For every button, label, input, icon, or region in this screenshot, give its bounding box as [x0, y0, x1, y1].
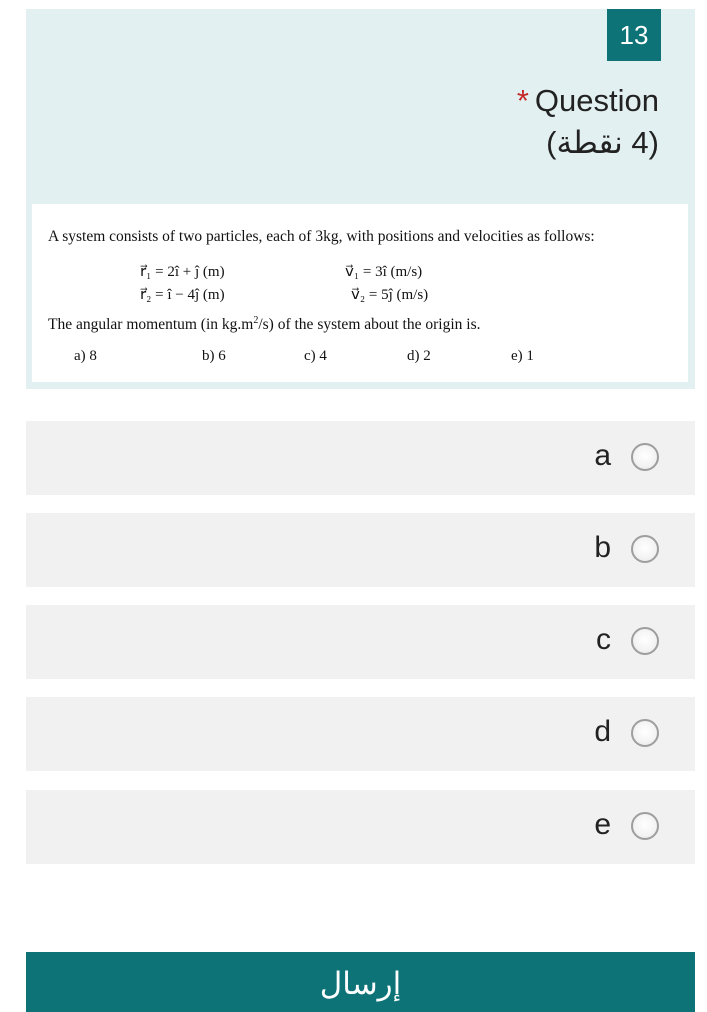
question-points: (4 نقطة) — [546, 125, 659, 160]
option-b[interactable] — [26, 513, 695, 587]
option-label: c — [596, 623, 611, 656]
radio-button[interactable] — [631, 627, 659, 655]
ask-text-start: The angular momentum (in kg.m — [48, 316, 254, 334]
required-mark: * — [516, 83, 529, 118]
option-c[interactable] — [26, 605, 695, 679]
velocity-v1: v⃗₁ = 3î (m/s) — [345, 264, 423, 280]
radio-button[interactable] — [631, 443, 659, 471]
option-label: d — [594, 715, 611, 748]
question-card — [26, 9, 695, 389]
ask-superscript: 2 — [253, 315, 259, 326]
question-image — [32, 204, 688, 382]
position-r2: r⃗₂ = î − 4ĵ (m) — [140, 287, 225, 303]
radio-button[interactable] — [631, 812, 659, 840]
ask-text-end: /s) of the system about the origin is. — [258, 316, 481, 334]
option-label: e — [594, 808, 611, 841]
question-title-text: Question — [534, 83, 659, 118]
radio-button[interactable] — [631, 535, 659, 563]
image-choice-c: c) 4 — [304, 348, 327, 364]
option-d[interactable] — [26, 697, 695, 771]
problem-question — [48, 315, 480, 334]
option-a[interactable] — [26, 421, 695, 495]
option-label: b — [594, 531, 611, 564]
velocity-v2: v⃗₂ = 5ĵ (m/s) — [351, 287, 429, 303]
problem-statement: A system consists of two particles, each of 3kg, with positions and velocities as follows: — [48, 228, 595, 245]
position-r1: r⃗₁ = 2î + ĵ (m) — [140, 264, 225, 280]
option-label: a — [594, 439, 611, 472]
image-choice-d: d) 2 — [407, 348, 431, 364]
image-choice-a: a) 8 — [74, 348, 97, 364]
submit-button[interactable]: إرسال — [26, 952, 695, 1012]
question-title — [517, 83, 659, 119]
radio-button[interactable] — [631, 719, 659, 747]
option-e[interactable] — [26, 790, 695, 864]
question-number-badge: 13 — [607, 9, 661, 61]
image-choice-e: e) 1 — [511, 348, 534, 364]
image-choice-b: b) 6 — [202, 348, 226, 364]
